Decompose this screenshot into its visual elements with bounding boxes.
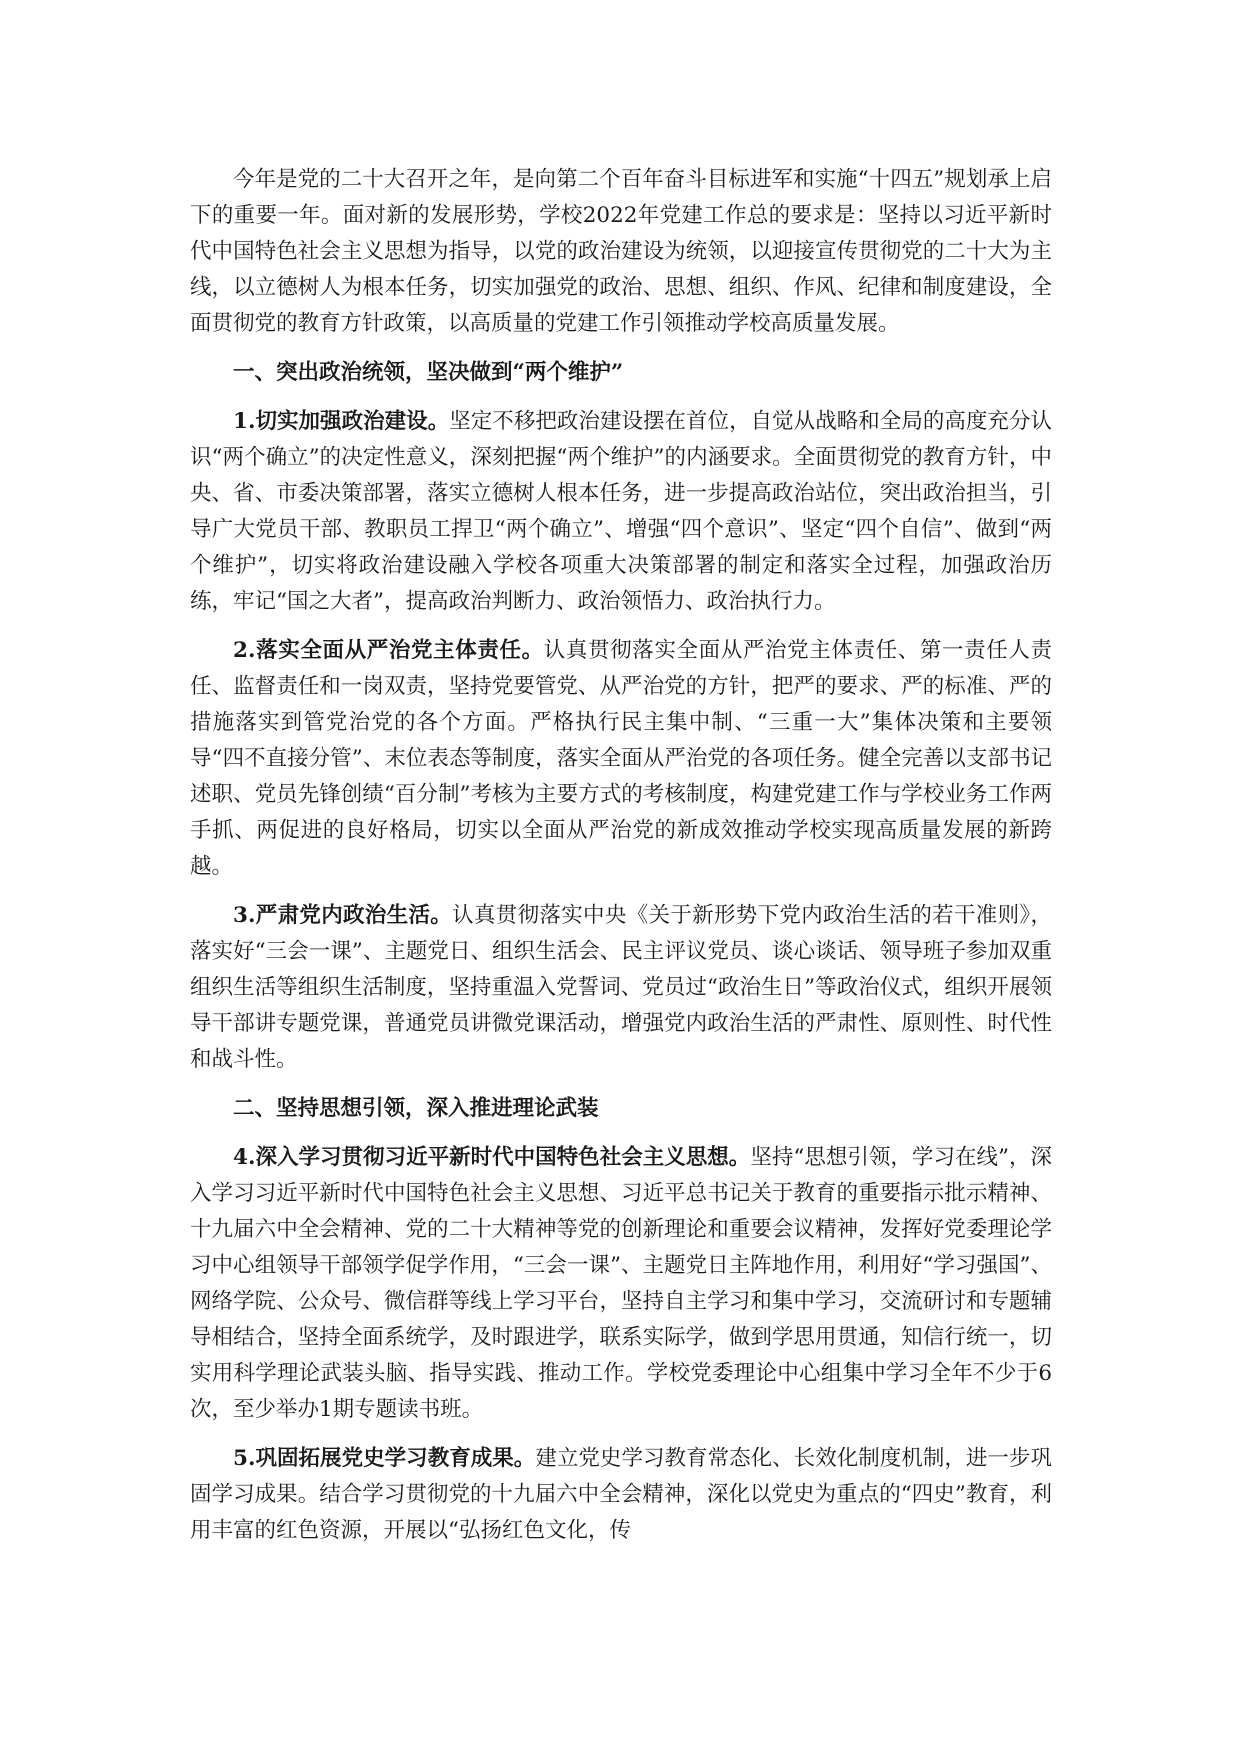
item-4-body: 坚持“思想引领，学习在线”，深入学习习近平新时代中国特色社会主义思想、习近平总书记关于教育的重要指示批示精神、十九届六中全会精神、党的二十大精神等党的创新理论和重要会议精神，发挥好党委理论学习中心组领导干部领学促学作用，“三会一课”、主题党日主阵地作用，利用好“学习强国”、网络学院、公众号、微信群等线上学习平台，坚持自主学习和集中学习，交流研讨和专题辅导相结合，坚持全面系统学，及时跟进学，联系实际学，做到学思用贯通，知信行统一，切实用科学理论武装头脑、指导实践、推动工作。学校党委理论中心组集中学习全年不少于6次，至少举办1期专题读书班。 — [190, 1145, 1053, 1422]
item-1-title: 1.切实加强政治建设。 — [233, 409, 450, 434]
item-1-body: 坚定不移把政治建设摆在首位，自觉从战略和全局的高度充分认识“两个确立”的决定性意义，深刻把握“两个维护”的内涵要求。全面贯彻党的教育方针，中央、省、市委决策部署，落实立德树人根本任务，进一步提高政治站位，突出政治担当，引导广大党员干部、教职员工捍卫“两个确立”、增强“四个意识”、坚定“四个自信”、做到“两个维护”，切实将政治建设融入学校各项重大决策部署的制定和落实全过程，加强政治历练，牢记“国之大者”，提高政治判断力、政治领悟力、政治执行力。 — [190, 409, 1052, 614]
item-5-title: 5.巩固拓展党史学习教育成果。 — [233, 1446, 536, 1471]
item-5-body: 建立党史学习教育常态化、长效化制度机制，进一步巩固学习成果。结合学习贯彻党的十九届六中全会精神，深化以党史为重点的“四史”教育，利用丰富的红色资源，开展以“弘扬红色文化，传 — [190, 1446, 1052, 1543]
item-2-body: 认真贯彻落实全面从严治党主体责任、第一责任人责任、监督责任和一岗双责，坚持党要管党、从严治党的方针，把严的要求、严的标准、严的措施落实到管党治党的各个方面。严格执行民主集中制、“三重一大”集体决策和主要领导“四不直接分管”、末位表态等制度，落实全面从严治党的各项任务。健全完善以支部书记述职、党员先锋创绩“百分制”考核为主要方式的考核制度，构建党建工作与学校业务工作两手抓、两促进的良好格局，切实以全面从严治党的新成效推动学校实现高质量发展的新跨越。 — [190, 638, 1052, 879]
section-2-heading: 二、坚持思想引领，深入推进理论武装 — [233, 1096, 599, 1121]
item-4-paragraph — [190, 1140, 1052, 1428]
item-1-paragraph — [190, 404, 1052, 620]
item-3-body: 认真贯彻落实中央《关于新形势下党内政治生活的若干准则》，落实好“三会一课”、主题党日、组织生活会、民主评议党员、谈心谈话、领导班子参加双重组织生活等组织生活制度，坚持重温入党誓词、党员过“政治生日”等政治仪式，组织开展领导干部讲专题党课，普通党员讲微党课活动，增强党内政治生活的严肃性、原则性、时代性和战斗性。 — [190, 903, 1052, 1072]
item-2-paragraph — [190, 633, 1052, 885]
item-3-title: 3.严肃党内政治生活。 — [233, 903, 453, 928]
item-5-paragraph — [190, 1441, 1052, 1549]
item-2-title: 2.落实全面从严治党主体责任。 — [233, 638, 544, 663]
item-3-paragraph — [190, 898, 1052, 1078]
item-4-title: 4.深入学习贯彻习近平新时代中国特色社会主义思想。 — [233, 1145, 751, 1170]
intro-paragraph: 今年是党的二十大召开之年，是向第二个百年奋斗目标进军和实施“十四五”规划承上启下的重要一年。面对新的发展形势，学校2022年党建工作总的要求是：坚持以习近平新时代中国特色社会主义思想为指导，以党的政治建设为统领，以迎接宣传贯彻党的二十大为主线，以立德树人为根本任务，切实加强党的政治、思想、组织、作风、纪律和制度建设，全面贯彻党的教育方针政策，以高质量的党建工作引领推动学校高质量发展。 — [190, 167, 1052, 336]
section-1-heading: 一、突出政治统领，坚决做到“两个维护” — [233, 360, 624, 385]
document-body — [190, 162, 1052, 1562]
